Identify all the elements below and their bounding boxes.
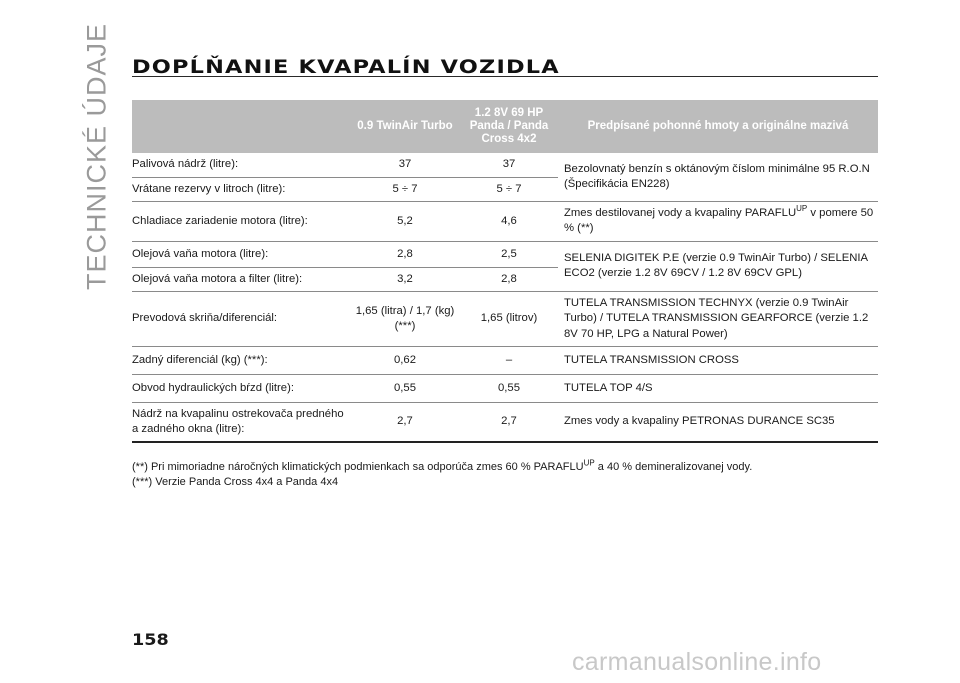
row-value-12: –: [460, 346, 558, 374]
row-label: Nádrž na kvapalinu ostrekovača predného a zadného okna (litre):: [132, 402, 350, 442]
row-label: Obvod hydraulických bŕzd (litre):: [132, 374, 350, 402]
fuel-spec: Bezolovnatý benzín s oktánovým číslom minimálne 95 R.O.N (Špecifikácia EN228): [558, 153, 878, 201]
footnote-paraflu-text: (**) Pri mimoriadne náročných klimatických podmienkach sa odporúča zmes 60 % PARAFLU: [132, 461, 584, 473]
row-value-twinair: 2,8: [350, 241, 460, 267]
header-engine-12: 1.2 8V 69 HP Panda / Panda Cross 4x2: [460, 100, 558, 153]
row-value-twinair: 37: [350, 153, 460, 177]
page-number: 158: [132, 630, 169, 649]
row-label: Olejová vaňa motora (litre):: [132, 241, 350, 267]
row-value-12: 37: [460, 153, 558, 177]
row-value-twinair: 3,2: [350, 267, 460, 291]
washer-spec: Zmes vody a kvapaliny PETRONAS DURANCE SC35: [558, 402, 878, 442]
row-value-twinair: 5 ÷ 7: [350, 177, 460, 201]
oil-spec: SELENIA DIGITEK P.E (verzie 0.9 TwinAir Turbo) / SELENIA ECO2 (verzie 1.2 8V 69CV / 1.2 8V 69CV GPL): [558, 241, 878, 291]
header-empty: [132, 100, 350, 153]
table-row: [132, 292, 878, 347]
footnote-paraflu-tail: a 40 % demineralizovanej vody.: [594, 461, 753, 473]
table-header-row: [132, 100, 878, 153]
table-row: [132, 201, 878, 241]
row-value-12: 0,55: [460, 374, 558, 402]
row-label: Olejová vaňa motora a filter (litre):: [132, 267, 350, 291]
page-title: DOPĹŇANIE KVAPALÍN VOZIDLA: [132, 56, 560, 78]
coolant-spec-ratio: v pomere 50 % (**): [564, 207, 874, 235]
footnotes: [132, 460, 892, 489]
table-row: [132, 153, 878, 177]
rear-diff-spec: TUTELA TRANSMISSION CROSS: [558, 346, 878, 374]
watermark: carmanualsonline.info: [572, 648, 822, 676]
chapter-side-title: TECHNICKÉ ÚDAJE: [81, 22, 112, 290]
row-value-12: 5 ÷ 7: [460, 177, 558, 201]
brake-spec: TUTELA TOP 4/S: [558, 374, 878, 402]
row-value-twinair: 1,65 (litra) / 1,7 (kg) (***): [350, 292, 460, 347]
row-value-twinair: 0,62: [350, 346, 460, 374]
table-row: [132, 346, 878, 374]
coolant-spec-sup: UP: [796, 204, 808, 214]
row-value-12: 1,65 (litrov): [460, 292, 558, 347]
title-divider: [132, 76, 878, 77]
row-value-12: 2,8: [460, 267, 558, 291]
footnote-paraflu: [132, 460, 892, 475]
header-prescribed-fluids: Predpísané pohonné hmoty a originálne mazivá: [558, 100, 878, 153]
row-value-twinair: 2,7: [350, 402, 460, 442]
row-label: Vrátane rezervy v litroch (litre):: [132, 177, 350, 201]
table-row: [132, 374, 878, 402]
row-label: Palivová nádrž (litre):: [132, 153, 350, 177]
fluids-table: [132, 100, 878, 443]
row-value-twinair: 5,2: [350, 201, 460, 241]
header-engine-twinair: 0.9 TwinAir Turbo: [350, 100, 460, 153]
row-label: Prevodová skriňa/diferenciál:: [132, 292, 350, 347]
footnote-paraflu-sup: UP: [583, 458, 595, 468]
row-value-12: 2,5: [460, 241, 558, 267]
table-row: [132, 402, 878, 442]
coolant-spec-text: Zmes destilovanej vody a kvapaliny PARAFLU: [564, 207, 797, 219]
row-value-12: 2,7: [460, 402, 558, 442]
row-value-twinair: 0,55: [350, 374, 460, 402]
footnote-versions: (***) Verzie Panda Cross 4x4 a Panda 4x4: [132, 475, 339, 488]
row-label: Zadný diferenciál (kg) (***):: [132, 346, 350, 374]
coolant-spec: [558, 201, 878, 241]
row-value-12: 4,6: [460, 201, 558, 241]
gearbox-spec: TUTELA TRANSMISSION TECHNYX (verzie 0.9 TwinAir Turbo) / TUTELA TRANSMISSION GEARFORCE (verzie 1.2 8V 70 HP, LPG a Natural Power): [558, 292, 878, 347]
row-label: Chladiace zariadenie motora (litre):: [132, 201, 350, 241]
table-row: [132, 241, 878, 267]
